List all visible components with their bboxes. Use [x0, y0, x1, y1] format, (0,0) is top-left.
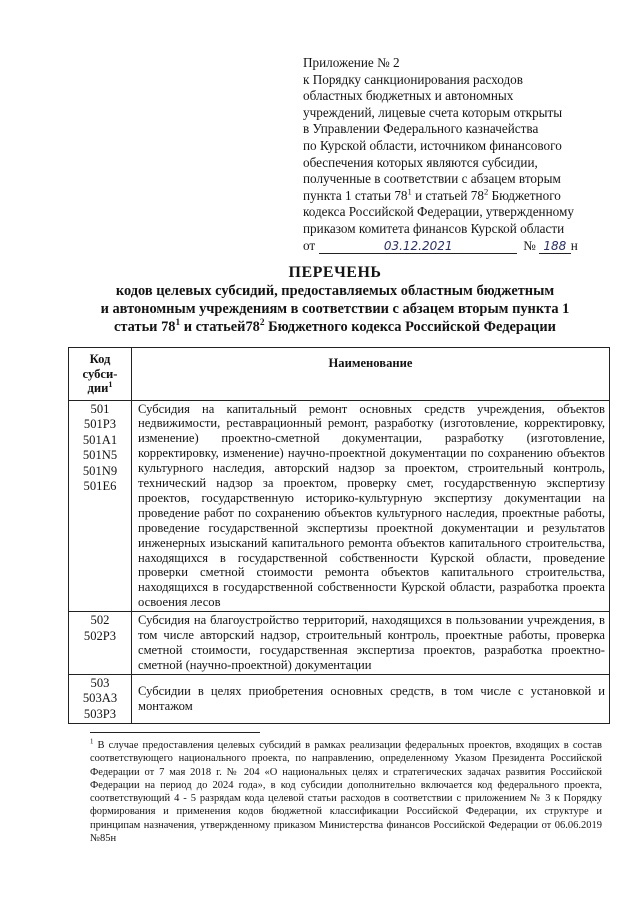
header-code: [69, 348, 132, 401]
appendix-line: учреждений, лицевые счета которым открыты: [303, 104, 563, 120]
superscript: 1: [175, 318, 181, 329]
footnote-mark: 1: [90, 738, 94, 746]
description-cell: Субсидия на благоустройство территорий, находящихся в пользовании учреждения, в том числе авторский надзор, строительный контроль, проектные работы, проверка сметной стоимости, государственная экспертиза проектов, разработка проектно-сметной (научно-проектной) документации: [132, 612, 610, 675]
code-cell: [69, 400, 132, 612]
number-suffix: н: [570, 237, 578, 253]
appendix-line: областных бюджетных и автономных: [303, 88, 514, 104]
superscript: 1: [108, 379, 113, 389]
subsidy-code: 503P3: [83, 706, 117, 721]
appendix-line: по Курской области, источником финансового: [303, 137, 562, 153]
description-cell: Субсидии в целях приобретения основных средств, в том числе с установкой и монтажом: [132, 674, 610, 724]
date-number-line: [303, 238, 603, 255]
subsidy-code: 502P3: [83, 628, 117, 643]
footnote-text: В случае предоставления целевых субсидий в рамках реализации федеральных проектов, входящих в состав соответствующего национального проекта, по направлению, определенному Указом Президента Российской Федерации от 7 мая 2018 г. № 204 «О национальных целях и стратегических задачах развития Российской Федерации на период до 2024 года», в код субсидии дополнительно включается код федерального проекта, соответствующий 4 - 5 разрядам кода целевой статьи расходов в соответствии с приложением № 3 к Порядку формирования и применения кодов бюджетной классификации Российской Федерации, их структуре и принципам назначения, утвержденному приказом Министерства финансов Российской Федерации от 06.06.2019 №85н: [90, 740, 602, 845]
footnote-divider: [90, 732, 260, 733]
appendix-line: к Порядку санкционирования расходов: [303, 71, 523, 87]
appendix-line: в Управлении Федерального казначейства: [303, 121, 539, 137]
appendix-line: [303, 188, 603, 205]
handwritten-number: 188: [543, 238, 567, 253]
title-text: статьи 78: [114, 319, 176, 335]
appendix-text: Бюджетного: [488, 187, 561, 203]
handwritten-date: 03.12.2021: [383, 238, 453, 253]
appendix-text: пункта 1 статьи 78: [303, 187, 408, 203]
subsidy-code: 501A1: [82, 432, 118, 447]
appendix-line: приказом комитета финансов Курской области: [303, 220, 565, 236]
table-row: [69, 674, 610, 724]
table-row: [69, 612, 610, 675]
appendix-line: полученные в соответствии с абзацем вторым: [303, 171, 561, 187]
superscript: 2: [259, 318, 265, 329]
date-prefix: от: [303, 237, 316, 253]
code-cell: [69, 674, 132, 724]
subsidy-code: 503: [90, 675, 110, 690]
subsidy-code: 503A3: [82, 691, 118, 706]
appendix-text: и статьей 78: [411, 187, 484, 203]
subsidy-code: 501N5: [82, 448, 118, 462]
code-cell: [69, 612, 132, 675]
appendix-line: кодекса Российской Федерации, утвержденному: [303, 204, 574, 220]
title-main: ПЕРЕЧЕНЬ: [288, 264, 382, 281]
appendix-line: Приложение № 2: [303, 55, 400, 70]
appendix-block: [303, 55, 603, 254]
footnote: [90, 739, 602, 845]
subsidy-code: 502: [90, 613, 110, 628]
number-field: [539, 239, 571, 254]
subsidy-code: 501N9: [82, 463, 118, 478]
header-code-label: Код субси-дии: [82, 352, 118, 395]
appendix-line: обеспечения которых являются субсидии,: [303, 154, 538, 170]
title-line: [60, 318, 610, 336]
superscript: 2: [483, 186, 489, 197]
document-title: [60, 264, 610, 336]
title-line: и автономным учреждениям в соответствии с абзацем вторым пункта 1: [100, 301, 570, 317]
number-prefix: №: [523, 237, 536, 253]
title-text: Бюджетного кодекса Российской Федерации: [264, 319, 556, 335]
subsidy-code: 501: [90, 401, 110, 416]
description-cell: Субсидия на капитальный ремонт основных средств учреждения, объектов недвижимости, реставрационный ремонт, разработку (изготовление, корректировку, изменение) проектно-сметной документации, разработку (изготовление, корректировку, изменение) научно-проектной документации по сохранению объектов культурного наследия, авторский надзор за проектом, строительный контроль, технический надзор за проектом, проверку смет, государственную экспертизу проектов, государственную историко-культурную экспертизу документации на проведение работ по сохранению объектов культурного наследия, проектные работы, проведение государственной экспертизы проектной документации и результатов инженерных изысканий капитального ремонта объектов капитального строительства, находящихся в государственной собственности Курской области, проведение проверки сметной стоимости ремонта объектов капитального строительства, находящихся в государственной собственности Курской области, разработка проекта освоения лесов: [132, 400, 610, 612]
superscript: 1: [407, 186, 412, 197]
table-row: [69, 400, 610, 612]
table-header-row: [69, 348, 610, 401]
title-line: кодов целевых субсидий, предоставляемых областным бюджетным: [115, 283, 555, 299]
title-text: и статьей78: [180, 319, 260, 335]
subsidy-codes-table: [68, 347, 610, 724]
subsidy-code: 501P3: [83, 417, 117, 431]
date-field: [319, 239, 517, 254]
header-name: Наименование: [132, 348, 610, 401]
subsidy-code: 501E6: [83, 479, 117, 493]
